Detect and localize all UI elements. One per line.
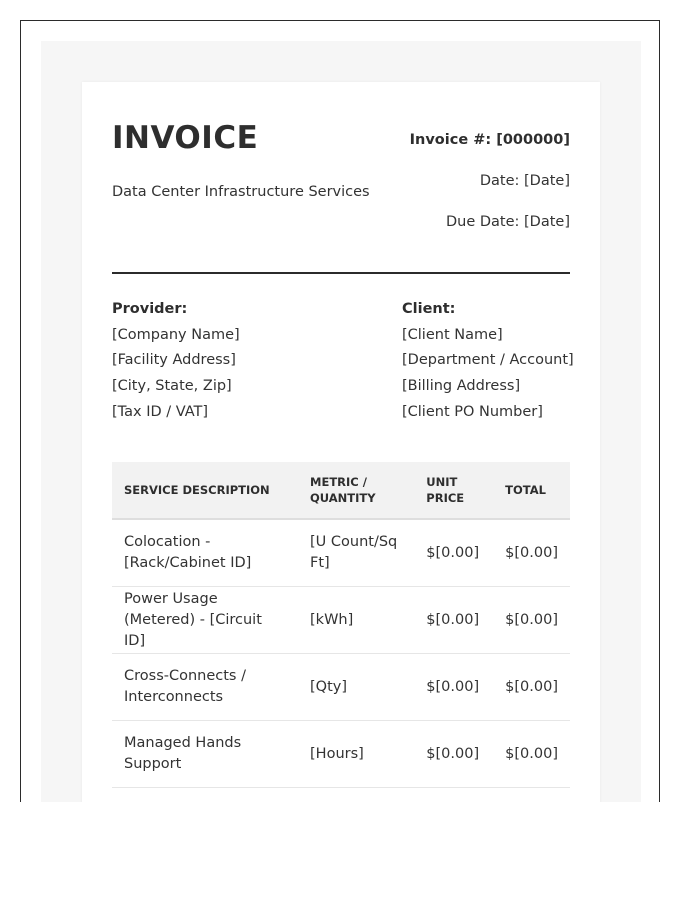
client-block bbox=[402, 297, 574, 426]
provider-company-name: [Company Name] bbox=[112, 326, 240, 343]
invoice-date: Date: [Date] bbox=[479, 173, 570, 189]
table-row bbox=[112, 721, 570, 788]
header-total: TOTAL bbox=[493, 462, 570, 519]
metric-cell: [U Count/Sq Ft] bbox=[298, 519, 414, 587]
header-service-description: SERVICE DESCRIPTION bbox=[112, 462, 298, 519]
invoice-meta bbox=[410, 130, 570, 253]
provider-block bbox=[112, 297, 240, 426]
unit-price-cell: $[0.00] bbox=[414, 654, 493, 721]
metric-cell: [Hours] bbox=[298, 721, 414, 788]
provider-tax-id: [Tax ID / VAT] bbox=[112, 403, 209, 420]
unit-price-cell: $[0.00] bbox=[414, 721, 493, 788]
total-cell: $[0.00] bbox=[493, 519, 570, 587]
document-canvas bbox=[41, 41, 641, 802]
invoice-page bbox=[82, 82, 600, 802]
header-divider bbox=[112, 272, 570, 274]
table-row bbox=[112, 654, 570, 721]
client-heading: Client: bbox=[402, 301, 456, 317]
table-row bbox=[112, 519, 570, 587]
header-metric-quantity: METRIC / QUANTITY bbox=[298, 462, 414, 519]
header-unit-price: UNIT PRICE bbox=[414, 462, 493, 519]
client-name: [Client Name] bbox=[402, 326, 503, 343]
invoice-title: INVOICE bbox=[112, 120, 259, 156]
service-description-cell: Power Usage (Metered) - [Circuit ID] bbox=[112, 587, 298, 654]
client-department: [Department / Account] bbox=[402, 352, 574, 369]
service-description-cell: Managed Hands Support bbox=[112, 721, 298, 788]
metric-cell: [Qty] bbox=[298, 654, 414, 721]
services-table bbox=[112, 462, 570, 788]
service-description-cell: Colocation - [Rack/Cabinet ID] bbox=[112, 519, 298, 587]
table-row bbox=[112, 587, 570, 654]
document-frame bbox=[20, 20, 660, 802]
service-subtitle: Data Center Infrastructure Services bbox=[112, 184, 370, 200]
client-billing-address: [Billing Address] bbox=[402, 378, 521, 395]
metric-cell: [kWh] bbox=[298, 587, 414, 654]
provider-facility-address: [Facility Address] bbox=[112, 352, 236, 369]
provider-city-state-zip: [City, State, Zip] bbox=[112, 378, 232, 395]
total-cell: $[0.00] bbox=[493, 654, 570, 721]
client-po-number: [Client PO Number] bbox=[402, 403, 543, 420]
invoice-number: Invoice #: [000000] bbox=[409, 132, 570, 148]
unit-price-cell: $[0.00] bbox=[414, 519, 493, 587]
provider-heading: Provider: bbox=[112, 301, 188, 317]
service-description-cell: Cross-Connects / Interconnects bbox=[112, 654, 298, 721]
unit-price-cell: $[0.00] bbox=[414, 587, 493, 654]
total-cell: $[0.00] bbox=[493, 721, 570, 788]
table-header-row bbox=[112, 462, 570, 519]
invoice-due-date: Due Date: [Date] bbox=[445, 214, 570, 230]
total-cell: $[0.00] bbox=[493, 587, 570, 654]
